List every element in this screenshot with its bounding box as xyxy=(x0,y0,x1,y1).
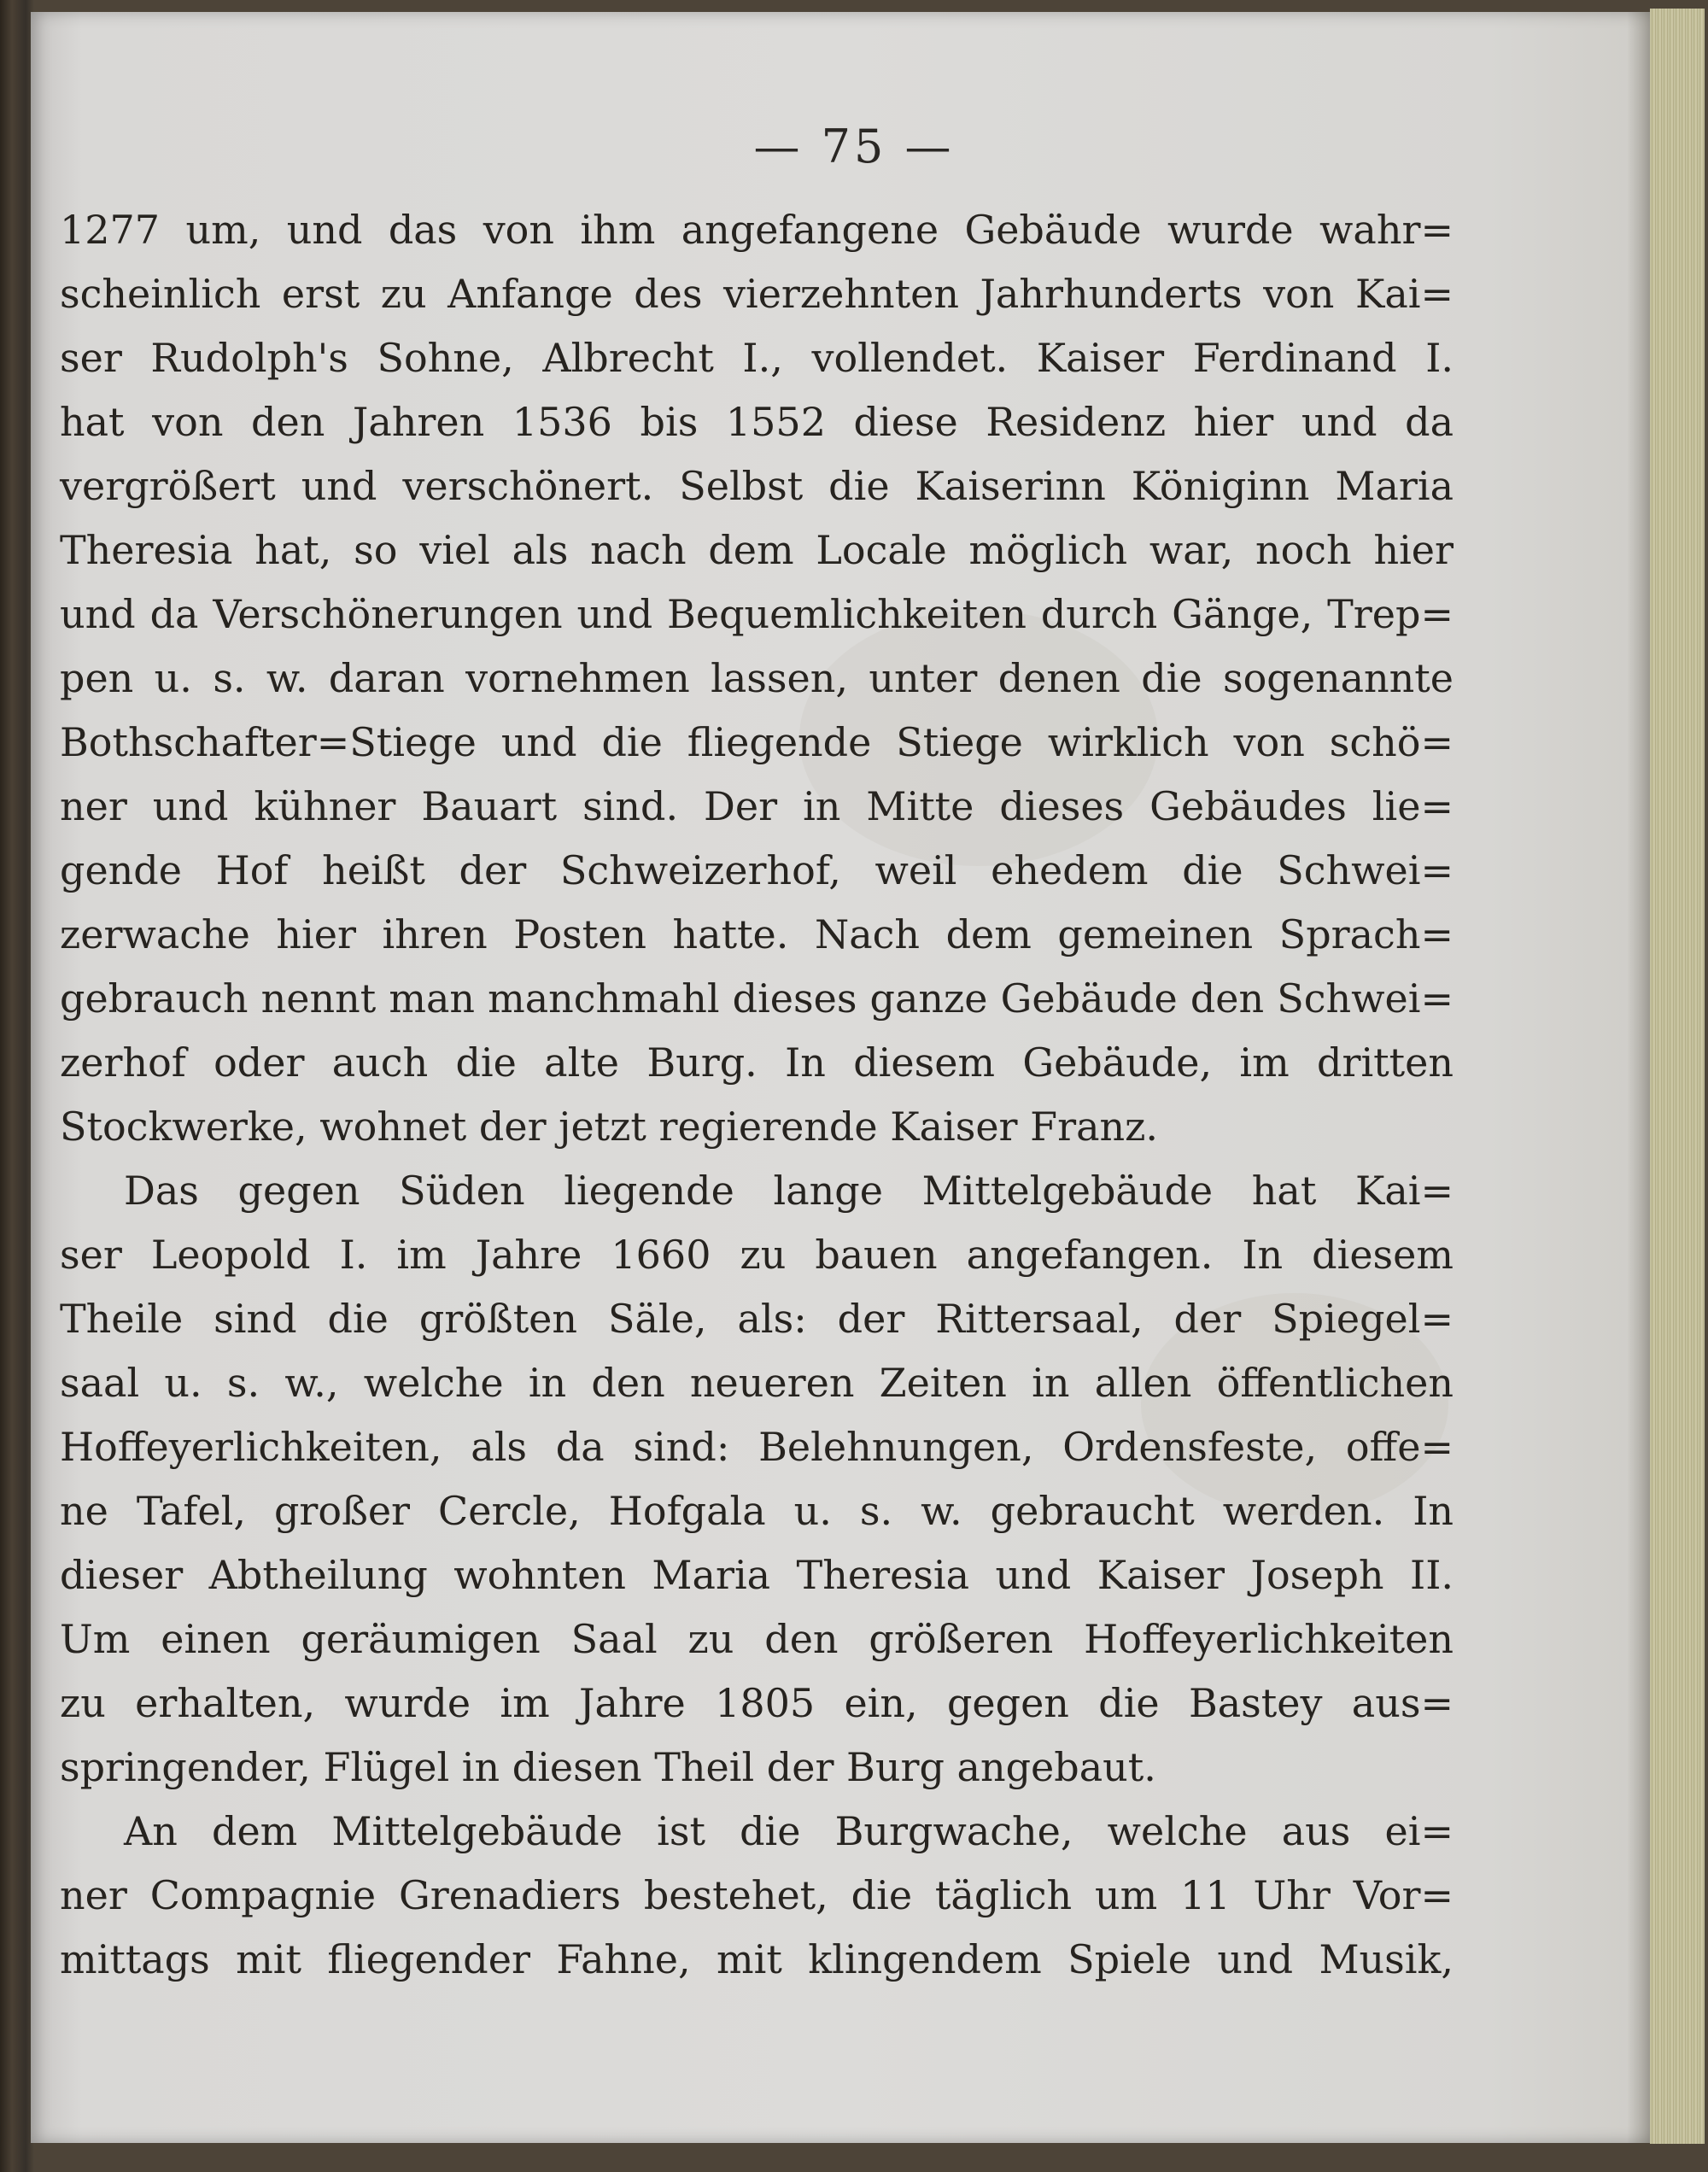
text-line: gebrauch nennt man manchmahl dieses ganze Gebäude den Schwei= xyxy=(60,975,1454,1022)
text-line: ser Rudolph's Sohne, Albrecht I., vollendet. Kaiser Ferdinand I. xyxy=(60,335,1454,381)
paragraph xyxy=(60,198,1454,1159)
text-line: zerwache hier ihren Posten hatte. Nach dem gemeinen Sprach= xyxy=(60,911,1454,957)
text-line: gende Hof heißt der Schweizerhof, weil ehedem die Schwei= xyxy=(60,847,1454,893)
paragraph xyxy=(60,1159,1454,1800)
text-line: Um einen geräumigen Saal zu den größeren Hoffeyerlichkeiten xyxy=(60,1616,1454,1662)
page-number: — 75 — xyxy=(753,120,955,173)
text-line: Hoffeyerlichkeiten, als da sind: Belehnungen, Ordensfeste, offe= xyxy=(60,1424,1454,1470)
text-line: Das gegen Süden liegende lange Mittelgebäude hat Kai= xyxy=(124,1168,1454,1214)
text-line: Theresia hat, so viel als nach dem Locale möglich war, noch hier xyxy=(60,527,1454,573)
text-line: ner und kühner Bauart sind. Der in Mitte dieses Gebäudes lie= xyxy=(60,783,1454,829)
text-line: Bothschafter=Stiege und die fliegende Stiege wirklich von schö= xyxy=(60,719,1454,765)
text-line: Stockwerke, wohnet der jetzt regierende Kaiser Franz. xyxy=(60,1104,1158,1150)
text-line: ner Compagnie Grenadiers bestehet, die täglich um 11 Uhr Vor= xyxy=(60,1872,1454,1918)
text-line: pen u. s. w. daran vornehmen lassen, unter denen die sogenannte xyxy=(60,655,1454,701)
text-line: mittags mit fliegender Fahne, mit klingendem Spiele und Musik, xyxy=(60,1936,1454,1982)
paragraph xyxy=(60,1800,1454,1992)
text-line: springender, Flügel in diesen Theil der Burg angebaut. xyxy=(60,1744,1156,1790)
text-line: vergrößert und verschönert. Selbst die Kaiserinn Königinn Maria xyxy=(60,463,1454,509)
text-line: zu erhalten, wurde im Jahre 1805 ein, gegen die Bastey aus= xyxy=(60,1680,1454,1726)
text-line: 1277 um, und das von ihm angefangene Gebäude wurde wahr= xyxy=(60,207,1454,253)
page-edges xyxy=(1650,9,1705,2144)
text-line: An dem Mittelgebäude ist die Burgwache, welche aus ei= xyxy=(124,1808,1454,1854)
text-line: saal u. s. w., welche in den neueren Zeiten in allen öffentlichen xyxy=(60,1360,1454,1406)
body-text xyxy=(60,198,1454,1992)
text-line: und da Verschönerungen und Bequemlichkeiten durch Gänge, Trep= xyxy=(60,591,1454,637)
text-line: dieser Abtheilung wohnten Maria Theresia und Kaiser Joseph II. xyxy=(60,1552,1454,1598)
text-line: ser Leopold I. im Jahre 1660 zu bauen angefangen. In diesem xyxy=(60,1232,1454,1278)
text-line: zerhof oder auch die alte Burg. In diesem Gebäude, im dritten xyxy=(60,1039,1454,1086)
text-line: Theile sind die größten Säle, als: der Rittersaal, der Spiegel= xyxy=(60,1296,1454,1342)
text-line: hat von den Jahren 1536 bis 1552 diese Residenz hier und da xyxy=(60,399,1454,445)
text-line: scheinlich erst zu Anfange des vierzehnten Jahrhunderts von Kai= xyxy=(60,271,1454,317)
text-line: ne Tafel, großer Cercle, Hofgala u. s. w. gebraucht werden. In xyxy=(60,1488,1454,1534)
